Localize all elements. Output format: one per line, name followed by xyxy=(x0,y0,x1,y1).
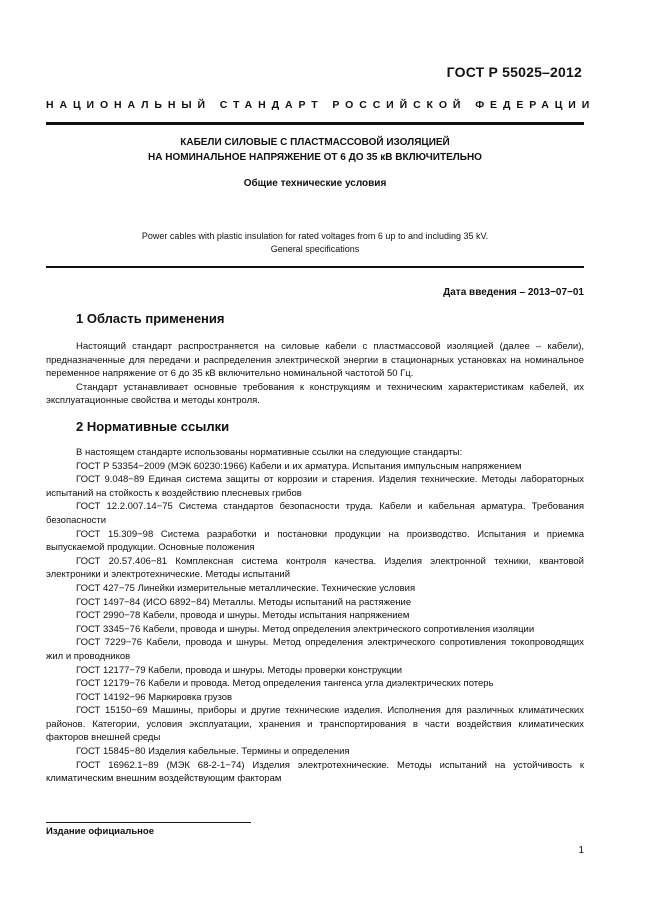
reference-item: ГОСТ 20.57.406−81 Комплексная система контроля качества. Изделия электронной техники, квантовой электроники и электротехнические. Методы испытаний xyxy=(46,555,584,581)
reference-item: ГОСТ 1497−84 (ИСО 6892−84) Металлы. Методы испытаний на растяжение xyxy=(76,596,412,608)
reference-item: ГОСТ 16962.1−89 (МЭК 68-2-1−74) Изделия электротехнические. Методы испытаний на устойчивость к климатическим внешним воздействующим факторам xyxy=(46,759,584,785)
section-2-body xyxy=(46,446,584,786)
footer-divider xyxy=(46,822,251,823)
effective-date: Дата введения – 2013−07−01 xyxy=(443,287,584,298)
english-title-line-1: Power cables with plastic insulation for rated voltages from 6 up to and including 35 kV. xyxy=(141,231,489,241)
reference-item: ГОСТ 12177−79 Кабели, провода и шнуры. Методы проверки конструкции xyxy=(76,664,403,676)
reference-item: ГОСТ 427−75 Линейки измерительные металлические. Технические условия xyxy=(76,582,416,594)
reference-item: ГОСТ 15845−80 Изделия кабельные. Термины и определения xyxy=(76,746,350,758)
title-line-2: НА НОМИНАЛЬНОЕ НАПРЯЖЕНИЕ ОТ 6 ДО 35 кВ ВКЛЮЧИТЕЛЬНО xyxy=(148,152,482,163)
reference-item: ГОСТ 9.048−89 Единая система защиты от коррозии и старения. Изделия технические. Методы лабораторных испытаний на стойкость к воздействию плесневых грибов xyxy=(46,474,584,499)
official-edition-label: Издание официальное xyxy=(46,826,154,837)
paragraph: Стандарт устанавливает основные требования к конструкциям и техническим характеристикам кабелей, их эксплуатационные свойства и методы контроля. xyxy=(46,381,584,407)
section-1-body xyxy=(46,340,584,408)
reference-item: ГОСТ 3345−76 Кабели, провода и шнуры. Метод определения электрического сопротивления изоляции xyxy=(76,623,535,635)
top-divider xyxy=(46,122,584,125)
reference-item: ГОСТ 12179−76 Кабели и провода. Метод определения тангенса угла диэлектрических потерь xyxy=(76,678,494,690)
reference-item: ГОСТ 15150−69 Машины, приборы и другие технические изделия. Исполнения для различных климатических районов. Категории, условия эксплуатации, хранения и транспортирования в части воздействия климатических факторов внешней среды xyxy=(46,705,584,744)
section-1-heading: 1 Область применения xyxy=(76,311,225,326)
english-title xyxy=(46,230,584,256)
section-2-heading: 2 Нормативные ссылки xyxy=(76,419,230,434)
standard-number: ГОСТ Р 55025–2012 xyxy=(446,64,582,80)
title-divider xyxy=(46,266,584,268)
paragraph: В настоящем стандарте использованы нормативные ссылки на следующие стандарты: xyxy=(76,447,463,458)
reference-item: ГОСТ 7229−76 Кабели, провода и шнуры. Метод определения электрического сопротивления токопроводящих жил и проводников xyxy=(46,637,584,662)
document-title xyxy=(46,135,584,165)
english-title-line-2: General specifications xyxy=(270,244,360,254)
reference-item: ГОСТ Р 53354−2009 (МЭК 60230:1966) Кабели и их арматура. Испытания импульсным напряжением xyxy=(76,460,522,472)
page-number: 1 xyxy=(578,845,584,856)
document-subtitle: Общие технические условия xyxy=(243,178,387,189)
reference-item: ГОСТ 15.309−98 Система разработки и постановки продукции на производство. Испытания и приемка выпускаемой продукции. Основные положения xyxy=(46,528,584,554)
reference-item: ГОСТ 12.2.007.14−75 Система стандартов безопасности труда. Кабели и кабельная арматура. Требования безопасности xyxy=(46,501,584,526)
paragraph: Настоящий стандарт распространяется на силовые кабели с пластмассовой изоляцией (далее – кабели), предназначенные для передачи и распределения электрической энергии в стационарных установках на номинальное переменное напряжение от 6 до 35 кВ включительно номинальной частотой 50 Гц. xyxy=(46,341,584,380)
reference-item: ГОСТ 2990−78 Кабели, провода и шнуры. Методы испытания напряжением xyxy=(76,610,410,622)
title-line-1: КАБЕЛИ СИЛОВЫЕ С ПЛАСТМАССОВОЙ ИЗОЛЯЦИЕЙ xyxy=(180,137,450,148)
national-standard-banner: НАЦИОНАЛЬНЫЙ СТАНДАРТ РОССИЙСКОЙ ФЕДЕРАЦИИ xyxy=(46,99,596,111)
reference-item: ГОСТ 14192−96 Маркировка грузов xyxy=(76,691,233,703)
